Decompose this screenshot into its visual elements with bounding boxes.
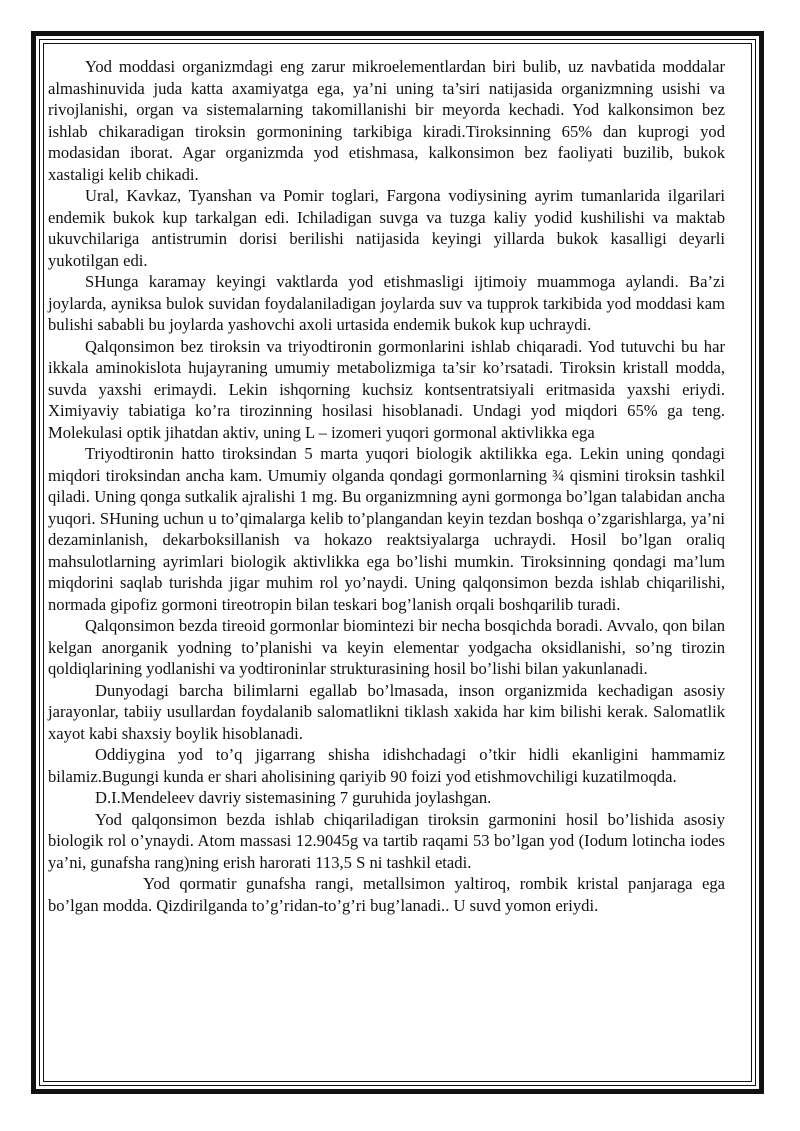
paragraph: Oddiygina yod to’q jigarrang shisha idishchadagi o’tkir hidli ekanligini hammamiz bilamiz.Bugungi kunda er shari aholisining qariyib 90 foizi yod etishmovchiligi kuzatilmoqda. bbox=[48, 745, 725, 786]
paragraph: Dunyodagi barcha bilimlarni egallab bo’lmasada, inson organizmida kechadigan asosiy jarayonlar, tabiiy usullardan foydalanib salomatlikni tiklash xakida har kim bilishi kerak. Salomatlik xayot kabi shaxsiy boylik hisoblanadi. bbox=[48, 680, 725, 743]
paragraph: Yod qalqonsimon bezda ishlab chiqariladigan tiroksin garmonini hosil bo’lishida asosiy biologik rol o’ynaydi. Atom massasi 12.9045g va tartib raqami 53 bo’lgan yod (Iodum lotincha iodes ya’ni, gunafsha rang)ning erish harorati 113,5 S ni tashkil etadi. bbox=[48, 809, 725, 872]
paragraph: D.I.Mendeleev davriy sistemasining 7 guruhida joylashgan. bbox=[95, 788, 492, 807]
paragraph: Ural, Kavkaz, Tyanshan va Pomir toglari, Fargona vodiysining ayrim tumanlarida ilgarilari endemik bukok kup tarkalgan edi. Ichiladigan suvga va tuzga kaliy yodid kushilishi va maktab ukuvchilariga antistrumin dorisi berilishi natijasida keyingi yillarda bukok kasalligi deyarli yukotilgan edi. bbox=[48, 186, 725, 270]
paragraph: Qalqonsimon bezda tireoid gormonlar biomintezi bir necha bosqichda boradi. Avvalo, qon bilan kelgan anorganik yodning to’planishi va keyin elementar yodgacha oksidlanishi, so’ng tirozin qoldiqlarining yodlanishi va yodtironinlar strukturasining hosil bo’lishi bilan yakunlanadi. bbox=[48, 616, 725, 678]
paragraph: Yod moddasi organizmdagi eng zarur mikroelementlardan biri bulib, uz navbatida moddalar almashinuvida juda katta axamiyatga ega, ya’ni uning ta’siri natijasida organizmning usishi va rivojlanishi, organ va sistemalarning takomillanishi bir meyorda kechadi. Yod kalkonsimon bez ishlab chikaradigan tiroksin gormonining tarkibiga kiradi.Tiroksinning 65% dan kuprogi yod modasidan iborat. Agar organizmda yod etishmasa, kalkonsimon bez faoliyati buzilib, bukok xastaligi kelib chikadi. bbox=[48, 57, 725, 184]
document-body bbox=[48, 56, 725, 916]
paragraph: SHunga karamay keyingi vaktlarda yod etishmasligi ijtimoiy muammoga aylandi. Ba’zi joylarda, ayniksa bulok suvidan foydalaniladigan joylarda suv va tupprok tarkibida yod moddasi kam bulishi sababli bu joylarda yashovchi axoli urtasida endemik bukok kup uchraydi. bbox=[48, 272, 725, 334]
paragraph: Qalqonsimon bez tiroksin va triyodtironin gormonlarini ishlab chiqaradi. Yod tutuvchi bu har ikkala aminokislota hujayraning umumiy metabolizmiga ta’sir ko’rsatadi. Tiroksin kristall modda, suvda yaxshi erimaydi. Lekin ishqorning kuchsiz kontsentratsiyali eritmasida yaxshi eriydi. Ximiyaviy tabiatiga ko’ra tirozinning hosilasi hisoblanadi. Undagi yod miqdori 65% ga teng. Molekulasi optik jihatdan aktiv, uning L – izomeri yuqori gormonal aktivlikka ega bbox=[48, 336, 725, 442]
paragraph: Yod qormatir gunafsha rangi, metallsimon yaltiroq, rombik kristal panjaraga ega bo’lgan modda. Qizdirilganda to’g’ridan-to’g’ri bug’lanadi.. U suvd yomon eriydi. bbox=[48, 874, 725, 915]
paragraph: Triyodtironin hatto tiroksindan 5 marta yuqori biologik aktilikka ega. Lekin uning qondagi miqdori tiroksindan ancha kam. Umumiy olganda qondagi gormonlarning ¾ qismini tiroksin tashkil qiladi. Uning qonga sutkalik ajralishi 1 mg. Bu organizmning ayni gormonga bo’lgan talabidan ancha yuqori. SHuning uchun u to’qimalarga kelib to’plangandan keyin tezdan boshqa o’zgarishlarga, ya’ni dezaminlanish, dekarboksillanish va hokazo reaktsiyalarga uchraydi. Hosil bo’lgan oraliq mahsulotlarning ayrimlari biologik aktivlikka ega bo’lishi mumkin. Tiroksinning qondagi ma’lum miqdorini saqlab turishda jigar muhim rol yo’naydi. Uning qalqonsimon bezda ishlab chiqarilishi, normada gipofiz gormoni tireotropin bilan teskari bog’lanish orqali boshqarilib turadi. bbox=[48, 444, 725, 614]
